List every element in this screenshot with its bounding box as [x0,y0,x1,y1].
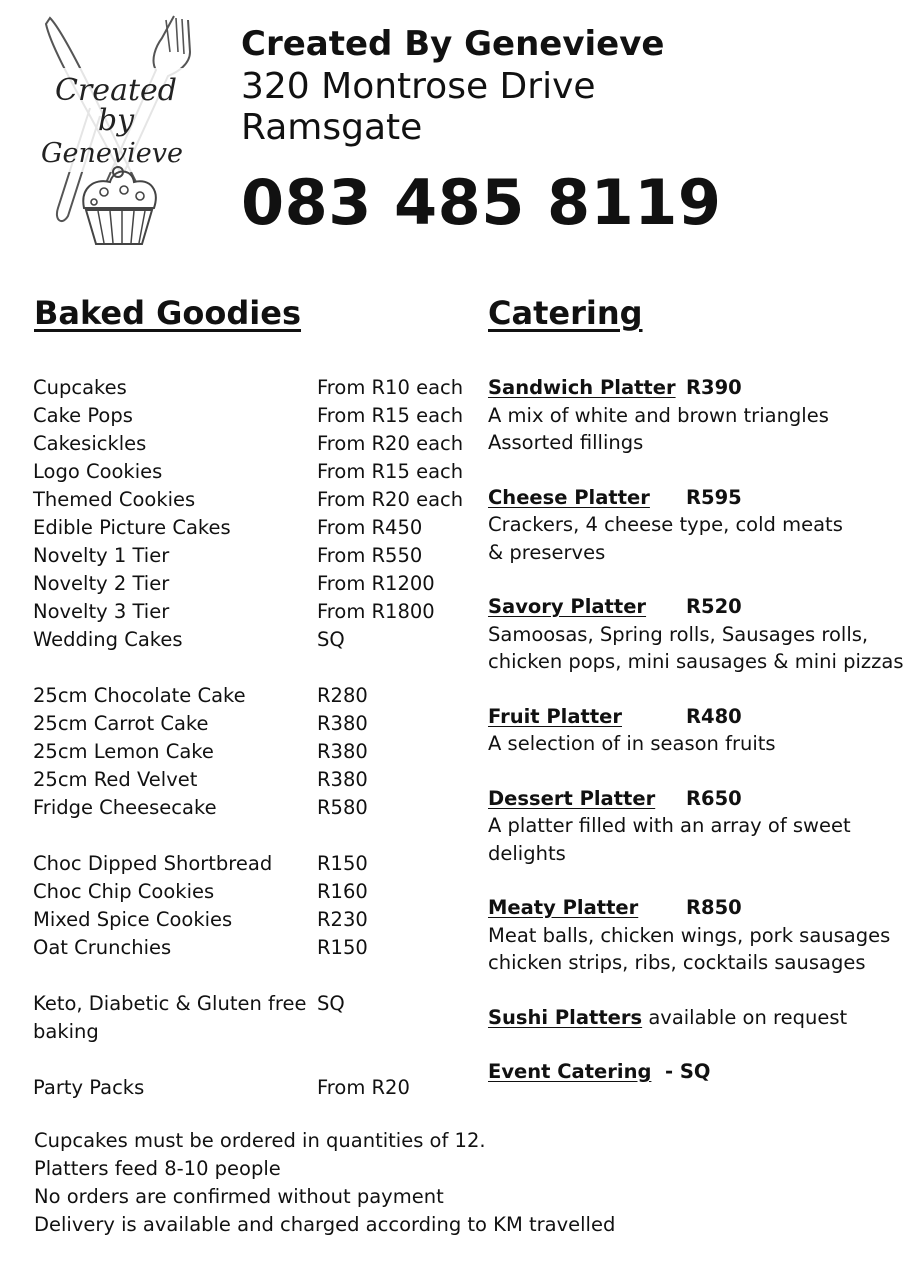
platter-item: Sandwich Platter R390 A mix of white and brown triangles Assorted fillings [488,376,829,454]
list-item: 25cm Lemon Cake R380 [33,740,368,763]
logo-text [41,68,192,172]
platter-item: Fruit Platter R480 A selection of in season fruits [488,704,776,755]
note-line: Delivery is available and charged according to KM travelled [34,1213,616,1236]
list-item: Novelty 1 Tier From R550 [33,544,423,567]
platter-item: Savory Platter R520 Samoosas, Spring rolls, Sausages rolls, chicken pops, mini sausages & mini pizzas [488,595,904,673]
platter-price: R595 [686,485,742,509]
header [241,22,881,238]
list-item: Cakesickles From R20 each [33,432,464,455]
baked-goodies-title: Baked Goodies [34,294,302,332]
platter-name: Fruit Platter [488,704,622,728]
platter-item: Dessert Platter R650 A platter filled with an array of sweet delights [488,786,851,865]
list-item: 25cm Chocolate Cake R280 [33,684,368,707]
sushi-line: Sushi Platters available on request [488,1005,848,1029]
list-item: Cake Pops From R15 each [33,404,464,427]
list-item: Themed Cookies From R20 each [33,488,464,511]
list-item: 25cm Carrot Cake R380 [33,712,368,735]
platter-name: Meaty Platter [488,896,639,919]
svg-text:Created: Created [55,73,177,108]
platter-name: Cheese Platter [488,485,650,509]
note-line: Platters feed 8-10 people [34,1157,281,1180]
list-item: Choc Chip Cookies R160 [33,880,368,903]
business-name: Created By Genevieve [241,24,665,64]
list-item: Mixed Spice Cookies R230 [33,908,368,931]
list-item: Cupcakes From R10 each [33,376,464,399]
platter-item: Meaty Platter R850 Meat balls, chicken wings, pork sausages chicken strips, ribs, cocktails sausages [488,896,891,974]
address-line-2: Ramsgate [241,107,423,148]
platter-name: Savory Platter [488,595,647,618]
note-line: Cupcakes must be ordered in quantities of 12. [34,1129,486,1152]
platter-name: Sandwich Platter [488,376,676,399]
cupcake-icon [83,167,155,244]
notes [34,1127,894,1239]
list-item: Choc Dipped Shortbread R150 [33,852,368,875]
list-item: Edible Picture Cakes From R450 [33,516,423,539]
list-item: Oat Crunchies R150 [33,936,368,959]
svg-text:by: by [97,103,135,138]
list-item: Novelty 2 Tier From R1200 [33,572,435,595]
catering-list [488,374,904,1113]
platter-price: R390 [686,376,742,399]
note-line: No orders are confirmed without payment [34,1185,444,1208]
platter-price: R520 [686,595,742,618]
list-item: Keto, Diabetic & Gluten free baking SQ [33,992,345,1043]
platter-price: R480 [686,704,742,728]
address-line-1: 320 Montrose Drive [241,66,596,107]
list-item: Logo Cookies From R15 each [33,460,464,483]
list-item: Fridge Cheesecake R580 [33,796,368,819]
platter-name: Dessert Platter [488,786,656,810]
catering-title: Catering [488,294,643,332]
platter-price: R650 [686,786,742,810]
list-item: Party Packs From R20 [33,1076,410,1099]
svg-text:Genevieve: Genevieve [40,138,184,169]
list-item: Novelty 3 Tier From R1800 [33,600,435,623]
baked-goodies-list [33,374,473,1102]
platter-item: Cheese Platter R595 Crackers, 4 cheese type, cold meats & preserves [488,485,843,564]
event-catering-line: Event Catering - SQ [488,1060,711,1083]
logo [28,12,204,248]
list-item: Wedding Cakes SQ [33,628,345,651]
phone-number: 083 485 8119 [241,166,722,239]
list-item: 25cm Red Velvet R380 [33,768,368,791]
platter-price: R850 [686,896,742,919]
